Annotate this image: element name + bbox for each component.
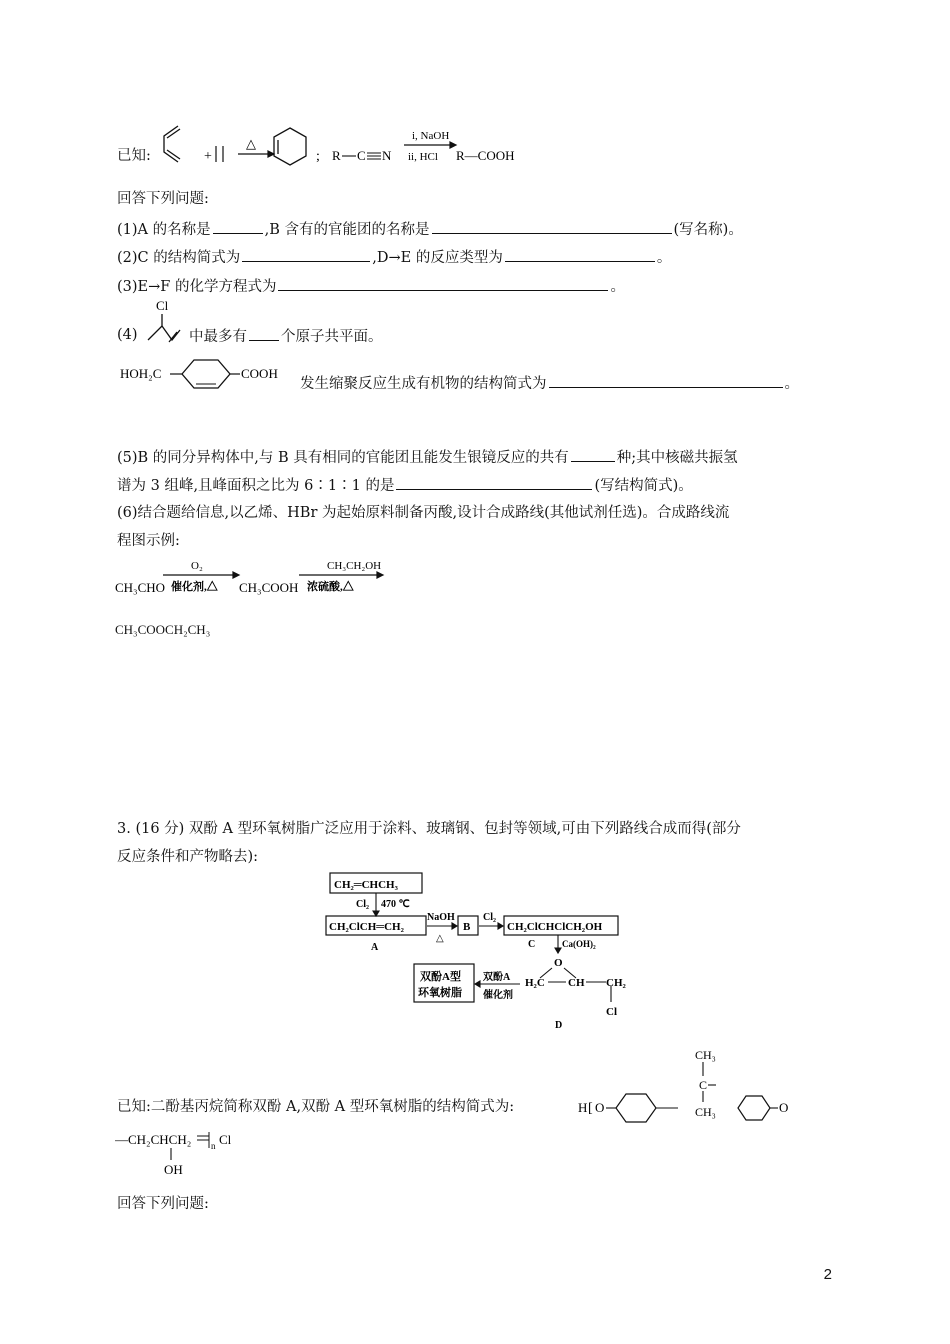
example-route — [115, 556, 415, 600]
svg-text:催化剂: 催化剂 — [483, 990, 513, 1001]
known-bisphenol-text: 已知:二酚基丙烷简称双酚 A,双酚 A 型环氧树脂的结构简式为: — [117, 1099, 515, 1115]
nitrile-c: C — [357, 148, 366, 163]
semicolon: ; — [316, 149, 320, 164]
svg-text:CH₂: CH₂ — [606, 977, 626, 989]
svg-text:CH₃: CH₃ — [695, 1105, 716, 1119]
reagent-top: i, NaOH — [412, 130, 450, 142]
plus-sign: + — [204, 149, 212, 164]
page-number: 2 — [823, 1266, 832, 1283]
svg-text:双酚A: 双酚A — [483, 972, 511, 983]
svg-text:H₂C: H₂C — [525, 977, 545, 989]
svg-text:HOH₂C: HOH₂C — [120, 366, 162, 381]
answer-prompt-q3: 回答下列问题: — [117, 1196, 209, 1212]
svg-text:Ca(OH)₂: Ca(OH)₂ — [562, 939, 596, 949]
svg-text:Cl: Cl — [156, 298, 169, 313]
delta-condition: △ — [246, 136, 256, 151]
nitrile-arrow — [404, 142, 456, 148]
question-4-polycondensation: 发生缩聚反应生成有机物的结构简式为 。 — [300, 372, 799, 394]
butadiene-structure — [164, 126, 180, 162]
question-3: (3)E→F 的化学方程式为 。 — [117, 275, 625, 297]
svg-text:催化剂,△: 催化剂,△ — [171, 581, 218, 593]
reaction-arrow — [238, 151, 274, 157]
svg-text:[: [ — [588, 1101, 593, 1116]
question-3-intro-line-2: 反应条件和产物略去): — [117, 849, 259, 865]
question-2: (2)C 的结构简式为 ,D→E 的反应类型为 。 — [117, 246, 671, 268]
question-1: (1)A 的名称是 ,B 含有的官能团的名称是 (写名称)。 — [117, 218, 743, 240]
svg-text:470 ℃: 470 ℃ — [381, 899, 410, 910]
svg-text:—CH₂CHCH₂: —CH₂CHCH₂ — [115, 1132, 192, 1147]
svg-text:CH₃: CH₃ — [695, 1048, 716, 1062]
compound-b: B — [463, 921, 471, 933]
answer-blank[interactable] — [549, 372, 783, 388]
svg-text:Cl₂: Cl₂ — [356, 899, 369, 910]
svg-text:Cl₂: Cl₂ — [483, 912, 496, 923]
svg-text:环氧树脂: 环氧树脂 — [418, 987, 462, 999]
answer-blank[interactable] — [213, 218, 263, 234]
bisphenol-resin-structure — [578, 1040, 808, 1130]
example-mid: CH₃COOH — [239, 580, 299, 595]
answer-blank[interactable] — [278, 275, 608, 291]
svg-text:C: C — [528, 939, 536, 950]
compound-a: CH₂ClCH═CH₂ — [329, 921, 404, 933]
known-reactions-figure — [150, 118, 530, 178]
propene: CH₂═CHCH₃ — [334, 879, 398, 891]
svg-text:A: A — [371, 942, 379, 953]
example-start: CH₃CHO — [115, 580, 166, 595]
svg-text:O: O — [779, 1100, 789, 1115]
svg-text:浓硫酸,△: 浓硫酸,△ — [307, 581, 354, 593]
svg-text:n: n — [211, 1141, 216, 1151]
svg-text:H: H — [578, 1100, 588, 1115]
nitrile-r: R — [332, 148, 341, 163]
question-4-text: 中最多有 个原子共平面。 — [189, 325, 383, 347]
question-6-line-2: 程图示例: — [117, 533, 180, 549]
svg-text:△: △ — [436, 933, 444, 944]
svg-text:C: C — [699, 1078, 708, 1092]
svg-text:COOH: COOH — [241, 366, 278, 381]
answer-blank[interactable] — [249, 325, 279, 341]
example-end: CH₃COOCH₂CH₃ — [115, 622, 211, 637]
ethylene-structure — [216, 146, 223, 162]
answer-blank[interactable] — [505, 246, 655, 262]
svg-text:O: O — [595, 1100, 605, 1115]
question-4-label: (4) — [117, 327, 138, 343]
answer-blank[interactable] — [571, 446, 615, 462]
svg-text:O₂: O₂ — [191, 560, 203, 572]
svg-text:NaOH: NaOH — [427, 912, 455, 923]
answer-prompt: 回答下列问题: — [117, 191, 209, 207]
answer-blank[interactable] — [396, 474, 592, 490]
svg-text:D: D — [555, 1020, 563, 1031]
cyclohexene-structure — [274, 128, 306, 165]
compound-c: CH₂ClCHClCH₂OH — [507, 921, 603, 933]
synthesis-route-diagram — [320, 870, 650, 1032]
nitrile-product: R—COOH — [456, 148, 515, 163]
question-5-line-1: (5)B 的同分异构体中,与 B 具有相同的官能团且能发生银镜反应的共有 种;其中核磁共振氢 — [117, 446, 738, 468]
answer-blank[interactable] — [242, 246, 370, 262]
svg-text:Cl: Cl — [606, 1006, 617, 1018]
answer-blank[interactable] — [432, 218, 672, 234]
chloroprene-structure — [142, 296, 190, 348]
svg-text:CH₃CH₂OH: CH₃CH₂OH — [327, 560, 382, 572]
question-5-line-2: 谱为 3 组峰,且峰面积之比为 6∶1∶1 的是 (写结构简式)。 — [117, 474, 693, 496]
monomer-structure — [120, 354, 300, 394]
resin-product: 双酚A型 — [420, 971, 461, 983]
nitrile-n: N — [382, 148, 392, 163]
question-3-intro-line-1: 3. (16 分) 双酚 A 型环氧树脂广泛应用于涂料、玻璃钢、包封等领域,可由下列路线合成而得(部分 — [117, 821, 741, 837]
svg-text:CH: CH — [568, 977, 585, 989]
svg-text:Cl: Cl — [219, 1132, 232, 1147]
known-prefix: 已知: — [117, 148, 151, 164]
reagent-bottom: ii, HCl — [408, 151, 438, 163]
svg-text:O: O — [554, 957, 563, 969]
svg-text:OH: OH — [164, 1162, 183, 1177]
question-6-line-1: (6)结合题给信息,以乙烯、HBr 为起始原料制备丙酸,设计合成路线(其他试剂任选)。合成路线流 — [117, 505, 730, 521]
resin-tail-structure — [115, 1128, 255, 1178]
